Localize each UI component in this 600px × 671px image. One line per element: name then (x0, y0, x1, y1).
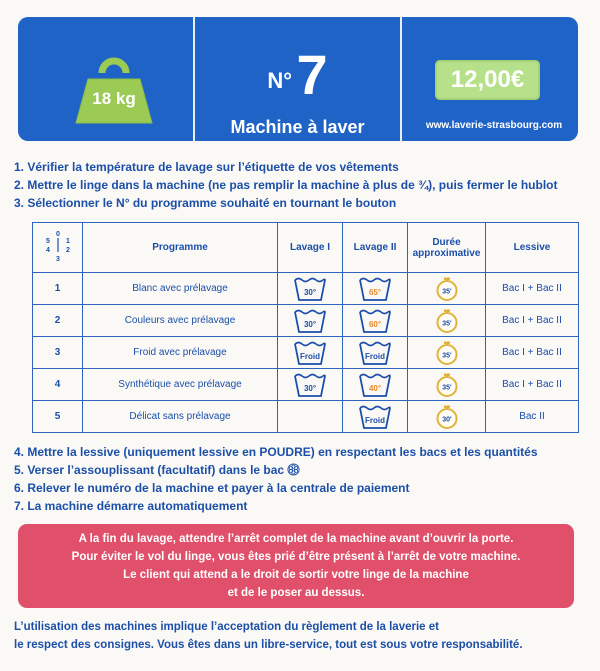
website-link: www.laverie-strasbourg.com (425, 120, 563, 131)
dial-0: 0 (55, 231, 60, 238)
wash-temp-label: Froid (300, 351, 320, 361)
wash-tub-icon (358, 404, 392, 430)
wash-temp-label: 65° (368, 287, 382, 297)
programme-name: Blanc avec prélavage (83, 273, 278, 305)
lessive-cell: Bac I + Bac II (486, 273, 579, 305)
programme-number: 2 (33, 305, 83, 337)
duration-cell (408, 369, 486, 401)
wash-temp-label: 60° (368, 319, 382, 329)
duration-label: 35' (441, 288, 452, 295)
number-prefix: N° (267, 68, 293, 93)
duration-cell (408, 337, 486, 369)
duration-cell (408, 305, 486, 337)
price-badge: 12,00€ (435, 60, 540, 100)
wash-tub-icon (358, 340, 392, 366)
programme-number: 4 (33, 369, 83, 401)
step-item: 6. Relever le numéro de la machine et payer à la centrale de paiement (14, 481, 410, 495)
timer-icon (436, 277, 458, 301)
wash-tub-icon (293, 276, 327, 302)
duration-label: 30' (441, 416, 452, 423)
step-item: 2. Mettre le linge dans la machine (ne pas remplir la machine à plus de ¾), puis fermer le hublot (14, 178, 558, 192)
lessive-cell: Bac II (486, 401, 579, 433)
col-duree-line2: approximative (412, 247, 481, 259)
table-row (33, 337, 579, 369)
machine-number (195, 43, 400, 106)
wash-tub-icon (358, 276, 392, 302)
dial-5: 5 (45, 238, 50, 245)
wash-temp-label: 40° (368, 383, 382, 393)
dial-4: 4 (45, 247, 50, 254)
duration-cell (408, 401, 486, 433)
col-lavage2: Lavage II (343, 223, 408, 273)
lessive-cell: Bac I + Bac II (486, 305, 579, 337)
lavage1-cell (278, 369, 343, 401)
number-value: 7 (296, 43, 328, 106)
programme-number: 3 (33, 337, 83, 369)
lavage1-cell (278, 337, 343, 369)
capacity-label: 18 kg (92, 89, 136, 108)
timer-icon (436, 341, 458, 365)
timer-icon (436, 373, 458, 397)
footer-notice (14, 618, 594, 654)
warning-line: Le client qui attend a le droit de sortir votre linge de la machine (123, 569, 469, 581)
wash-temp-label: 30° (303, 287, 317, 297)
col-lessive: Lessive (486, 223, 579, 273)
wash-temp-label: 30° (303, 319, 317, 329)
wash-tub-icon (293, 340, 327, 366)
lavage2-cell (343, 305, 408, 337)
wash-tub-icon (358, 372, 392, 398)
step-text: 5. Verser l’assouplissant (facultatif) dans le bac (14, 463, 285, 477)
lavage2-cell (343, 273, 408, 305)
lessive-cell: Bac I + Bac II (486, 369, 579, 401)
programme-name: Délicat sans prélavage (83, 401, 278, 433)
wash-tub-icon (293, 308, 327, 334)
table-row (33, 401, 579, 433)
step-item: 1. Vérifier la température de lavage sur l’étiquette de vos vêtements (14, 160, 399, 174)
duration-label: 35' (441, 352, 452, 359)
footer-line: L’utilisation des machines implique l’acceptation du règlement de la laverie et (14, 621, 439, 633)
programme-number: 1 (33, 273, 83, 305)
table-body (33, 273, 579, 433)
wash-tub-icon (358, 308, 392, 334)
warning-box (18, 524, 574, 608)
duration-label: 35' (441, 320, 452, 327)
lavage2-cell (343, 369, 408, 401)
programme-table (32, 222, 579, 433)
table-header-row (33, 223, 579, 273)
step-item: 3. Sélectionner le N° du programme souhaité en tournant le bouton (14, 196, 397, 210)
price-cell (402, 17, 578, 141)
capacity-cell (18, 17, 195, 141)
machine-number-cell (195, 17, 402, 141)
warning-line: Pour éviter le vol du linge, vous êtes prié d’être présent à l’arrêt de votre machine. (71, 551, 521, 563)
col-duree-line1: Durée (432, 236, 461, 248)
programme-name: Couleurs avec prélavage (83, 305, 278, 337)
dial-header (33, 223, 83, 273)
step-item: 7. La machine démarre automatiquement (14, 499, 248, 513)
lavage2-cell (343, 401, 408, 433)
wash-temp-label: Froid (365, 351, 385, 361)
dial-2: 2 (65, 247, 70, 254)
lessive-cell: Bac I + Bac II (486, 337, 579, 369)
program-dial-icon (43, 228, 73, 264)
steps-list-top (14, 158, 594, 212)
duration-label: 35' (441, 384, 452, 391)
snowflake-flower-icon (287, 463, 300, 476)
footer-line: le respect des consignes. Vous êtes dans un libre-service, tout est sous votre responsabilité. (14, 639, 523, 651)
timer-icon (436, 405, 458, 429)
col-lavage1: Lavage I (278, 223, 343, 273)
dial-1: 1 (65, 238, 70, 245)
dial-3: 3 (55, 256, 60, 263)
step-item (14, 461, 594, 479)
wash-temp-label: 30° (303, 383, 317, 393)
warning-line: et de le poser au dessus. (227, 587, 365, 599)
warning-line: A la fin du lavage, attendre l’arrêt complet de la machine avant d’ouvrir la porte. (78, 533, 514, 545)
wash-tub-icon (293, 372, 327, 398)
wash-temp-label: Froid (365, 415, 385, 425)
programme-name: Froid avec prélavage (83, 337, 278, 369)
machine-type-label: Machine à laver (230, 117, 365, 137)
lavage1-cell (278, 273, 343, 305)
table-row (33, 305, 579, 337)
col-duree (408, 223, 486, 273)
steps-list-bottom (14, 443, 594, 515)
lavage2-cell (343, 337, 408, 369)
step-item: 4. Mettre la lessive (uniquement lessive en POUDRE) en respectant les bacs et les quantités (14, 445, 538, 459)
programme-number: 5 (33, 401, 83, 433)
programme-name: Synthétique avec prélavage (83, 369, 278, 401)
duration-cell (408, 273, 486, 305)
lavage1-cell (278, 401, 343, 433)
table-row (33, 369, 579, 401)
timer-icon (436, 309, 458, 333)
table-row (33, 273, 579, 305)
lavage1-cell (278, 305, 343, 337)
col-programme: Programme (83, 223, 278, 273)
header-banner (18, 17, 578, 141)
